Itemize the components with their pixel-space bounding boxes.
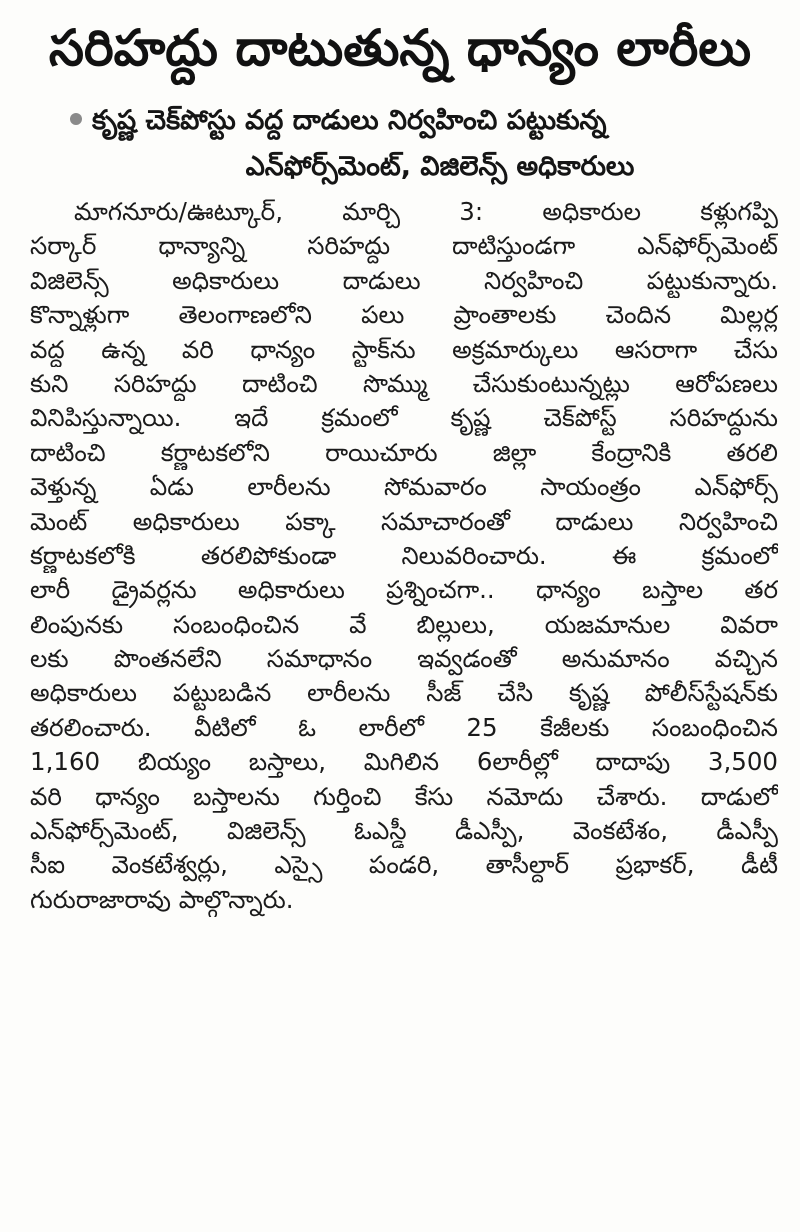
body-line: కొన్నాళ్లుగా తెలంగాణలోని పలు ప్రాంతాలకు చెందిన మిల్లర్ల — [30, 300, 778, 330]
body-line: సర్కార్ ధాన్యాన్ని సరిహద్దు దాటిస్తుండగా ఎన్‌ఫోర్స్‌మెంట్ — [30, 231, 778, 261]
body-line: కర్ణాటకలోకి తరలిపోకుండా నిలువరించారు. ఈ క్రమంలో — [30, 540, 778, 570]
body-line: అధికారులు పట్టుబడిన లారీలను సీజ్ చేసి కృష్ణ పోలీస్‌స్టేషన్‌కు — [30, 678, 778, 708]
body-line: వెళ్తున్న ఏడు లారీలను సోమవారం సాయంత్రం ఎన్‌ఫోర్స్ — [30, 472, 778, 502]
subheadline-line: ఎన్‌ఫోర్స్‌మెంట్, విజిలెన్స్ అధికారులు — [245, 151, 635, 182]
body-line: దాటించి కర్ణాటకలోని రాయిచూరు జిల్లా కేంద్రానికి తరలి — [30, 437, 778, 467]
headline: సరిహద్దు దాటుతున్న ధాన్యం లారీలు — [48, 19, 752, 77]
body-line: వినిపిస్తున్నాయి. ఇదే క్రమంలో కృష్ణ చెక్‌పోస్ట్ సరిహద్దును — [30, 403, 778, 433]
body-line: వద్ద ఉన్న వరి ధాన్యం స్టాక్‌ను అక్రమార్కులు ఆసరాగా చేసు — [30, 334, 778, 364]
body-line: 1,160 బియ్యం బస్తాలు, మిగిలిన 6లారీల్లో దాదాపు 3,500 — [30, 747, 778, 777]
body-line: మెంట్ అధికారులు పక్కా సమాచారంతో దాడులు నిర్వహించి — [30, 506, 778, 536]
body-line: మాగనూరు/ఊట్కూర్, మార్చి 3: అధికారుల కళ్లుగప్పి — [74, 197, 778, 226]
body-line: విజిలెన్స్ అధికారులు దాడులు నిర్వహించి పట్టుకున్నారు. — [30, 265, 778, 295]
subheadline-line — [70, 98, 790, 144]
body-line: గురురాజారావు పాల్గొన్నారు. — [30, 884, 294, 914]
subheadline-line-text: కృష్ణ చెక్‌పోస్టు వద్ద దాడులు నిర్వహించి పట్టుకున్న — [92, 105, 607, 136]
body-line: తరలించారు. వీటిలో ఓ లారీలో 25 కేజీలకు సంబంధించిన — [30, 712, 778, 742]
body-line: సీఐ వెంకటేశ్వర్లు, ఎస్సై పండరి, తాసీల్దార్ ప్రభాకర్, డీటీ — [30, 850, 778, 880]
body-line: లారీ డ్రైవర్లను అధికారులు ప్రశ్నించగా.. ధాన్యం బస్తాల తర — [30, 575, 778, 605]
body-line: కుని సరిహద్దు దాటించి సొమ్ము చేసుకుంటున్నట్లు ఆరోపణలు — [30, 368, 778, 398]
body-line: వరి ధాన్యం బస్తాలను గుర్తించి కేసు నమోదు చేశారు. దాడులో — [30, 781, 778, 811]
body-line: ఎన్‌ఫోర్స్‌మెంట్, విజిలెన్స్ ఓఎస్డీ డీఎస్పీ, వెంకటేశం, డీఎస్పీ — [30, 816, 778, 846]
body-line: లింపునకు సంబంధించిన వే బిల్లులు, యజమానుల వివరా — [30, 609, 778, 639]
subheadline — [70, 98, 790, 190]
body-line: లకు పొంతనలేని సమాధానం ఇవ్వడంతో అనుమానం వచ్చిన — [30, 644, 778, 674]
article-body — [30, 195, 778, 917]
bullet-icon — [70, 113, 82, 125]
